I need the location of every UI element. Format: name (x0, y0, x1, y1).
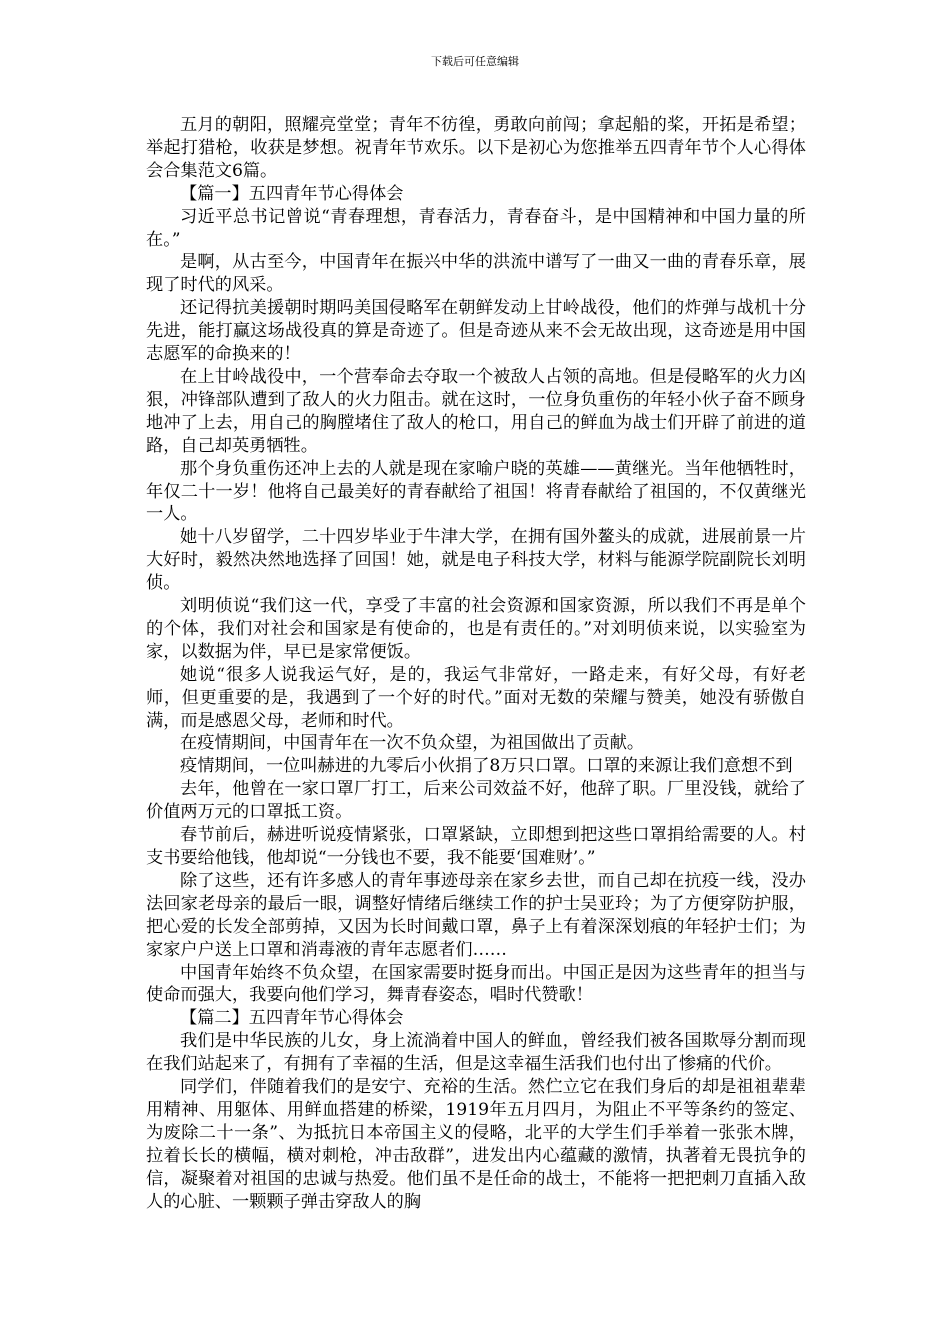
paragraph: 我们是中华民族的儿女，身上流淌着中国人的鲜血，曾经我们被各国欺辱分割而现在我们站起来了，有拥有了幸福的生活，但是这幸福生活我们也付出了惨痛的代价。 (146, 1031, 806, 1075)
paragraph: 同学们，伴随着我们的是安宁、充裕的生活。然伫立它在我们身后的却是祖祖辈辈用精神、用躯体、用鲜血搭建的桥梁，1919年五月四月，为阻止不平等条约的签定、为废除二十一条”、为抵抗日本帝国主义的侵略，北平的大学生们手举着一张张木牌，拉着长长的横幅，横对刺枪，冲击敌群”，进发出内心蕴藏的激情，执著着无畏抗争的信，凝聚着对祖国的忠诚与热爱。他们虽不是任命的战士，不能将一把把刺刀直插入敌人的心脏、一颗颗子弹击穿敌人的胸 (146, 1077, 806, 1212)
section-heading-part-one: 【篇一】五四青年节心得体会 (180, 183, 404, 204)
paragraph: 去年，他曾在一家口罩厂打工，后来公司效益不好，他辞了职。厂里没钱，就给了价值两万元的口罩抵工资。 (146, 779, 806, 823)
document-body (146, 114, 806, 1214)
paragraph: 春节前后，赫进听说疫情紧张，口罩紧缺，立即想到把这些口罩捐给需要的人。村支书要给他钱，他却说“一分钱也不要，我不能要‘国难财’。” (146, 825, 806, 868)
paragraph: 是啊，从古至今，中国青年在振兴中华的洪流中谱写了一曲又一曲的青春乐章，展现了时代的风采。 (146, 252, 806, 296)
paragraph: 刘明侦说“我们这一代，享受了丰富的社会资源和国家资源，所以我们不再是单个的个体，我们对社会和国家是有使命的，也是有责任的。”对刘明侦来说，以实验室为家，以数据为伴，早已是家常便饭。 (146, 596, 806, 662)
paragraph: 中国青年始终不负众望，在国家需要时挺身而出。中国正是因为这些青年的担当与使命而强大，我要向他们学习，舞青春姿态，唱时代赞歌！ (146, 962, 806, 1006)
paragraph: 习近平总书记曾说“青春理想，青春活力，青春奋斗，是中国精神和中国力量的所在。” (146, 206, 806, 250)
paragraph: 疫情期间，一位叫赫进的九零后小伙捐了8万只口罩。口罩的来源让我们意想不到 (180, 756, 793, 777)
section-heading-part-two: 【篇二】五四青年节心得体会 (180, 1008, 404, 1029)
paragraph: 那个身负重伤还冲上去的人就是现在家喻户晓的英雄——黄继光。当年他牺牲时，年仅二十一岁！他将自己最美好的青春献给了祖国！将青春献给了祖国的，不仅黄继光一人。 (146, 458, 806, 525)
paragraph: 她十八岁留学，二十四岁毕业于牛津大学，在拥有国外鳌头的成就，进展前景一片大好时，毅然决然地选择了回国！她，就是电子科技大学，材料与能源学院副院长刘明侦。 (146, 527, 806, 594)
paragraph: 在疫情期间，中国青年在一次不负众望，为祖国做出了贡献。 (180, 733, 645, 754)
page-header: 下载后可任意编辑 (431, 55, 519, 68)
paragraph-intro: 五月的朝阳，照耀亮堂堂；青年不彷徨，勇敢向前闯；拿起船的桨，开拓是希望；举起打猎枪，收获是梦想。祝青年节欢乐。以下是初心为您推举五四青年节个人心得体会合集范文6篇。 (146, 115, 806, 181)
paragraph: 除了这些，还有许多感人的青年事迹母亲在家乡去世，而自己却在抗疫一线，没办法回家老母亲的最后一眼，调整好情绪后继续工作的护士吴亚玲；为了方便穿防护服，把心爱的长发全部剪掉，又因为长时间戴口罩，鼻子上有着深深划痕的年轻护士们；为家家户户送上口罩和消毒液的青年志愿者们…… (146, 870, 806, 960)
paragraph: 还记得抗美援朝时期吗美国侵略军在朝鲜发动上甘岭战役，他们的炸弹与战机十分先进，能打赢这场战役真的算是奇迹了。但是奇迹从来不会无故出现，这奇迹是用中国志愿军的命换来的！ (146, 298, 806, 365)
paragraph: 她说“很多人说我运气好，是的，我运气非常好，一路走来，有好父母，有好老师，但更重要的是，我遇到了一个好的时代。”面对无数的荣耀与赞美，她没有骄傲自满，而是感恩父母，老师和时代。 (146, 664, 806, 731)
paragraph: 在上甘岭战役中，一个营奉命去夺取一个被敌人占领的高地。但是侵略军的火力凶狠，冲锋部队遭到了敌人的火力阻击。就在这时，一位身负重伤的年轻小伙子奋不顾身地冲了上去，用自己的胸膛堵住了敌人的枪口，用自己的鲜血为战士们开辟了前进的道路，自己却英勇牺牲。 (146, 366, 806, 456)
